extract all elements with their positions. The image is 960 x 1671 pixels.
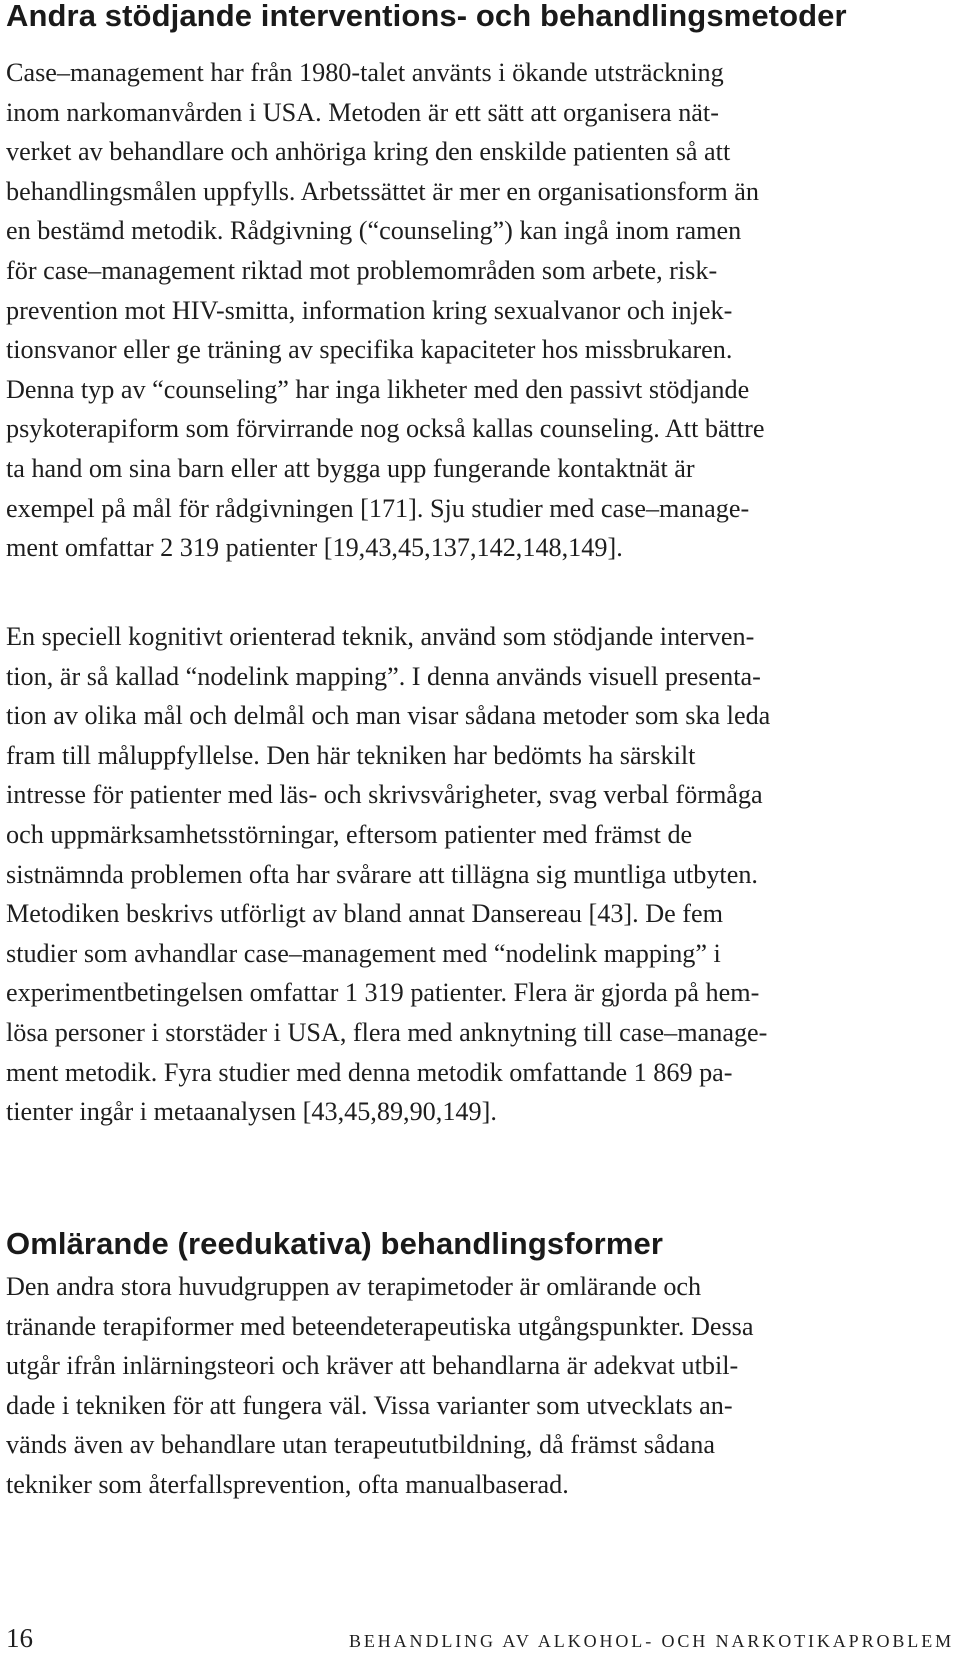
- text-line: för case–management riktad mot problemområden som arbete, risk-: [6, 255, 718, 285]
- text-line: Case–management har från 1980-talet använts i ökande utsträckning: [6, 58, 724, 87]
- text-line: intresse för patienter med läs- och skrivsvårigheter, svag verbal förmåga: [6, 780, 763, 810]
- document-page: [6, 0, 954, 1671]
- text-line: psykoterapiform som förvirrande nog också kallas counseling. Att bättre: [6, 414, 765, 444]
- text-line: tränande terapiformer med beteendeterapeutiska utgångspunkter. Dessa: [6, 1311, 754, 1341]
- text-line: och uppmärksamhetsstörningar, eftersom patienter med främst de: [6, 819, 693, 849]
- section-heading-reeducative-treatments: Omlärande (reedukativa) behandlingsformer: [6, 1226, 663, 1261]
- text-line: exempel på mål för rådgivningen [171]. Sju studier med case–manage-: [6, 493, 750, 523]
- section-heading-supportive-interventions: Andra stödjande interventions- och behandlingsmetoder: [6, 0, 847, 33]
- text-line: tienter ingår i metaanalysen [43,45,89,90,149].: [6, 1097, 497, 1127]
- text-line: tekniker som återfallsprevention, ofta manualbaserad.: [6, 1469, 569, 1499]
- text-line: tion av olika mål och delmål och man visar sådana metoder som ska leda: [6, 701, 771, 731]
- text-line: fram till måluppfyllelse. Den här tekniken har bedömts ha särskilt: [6, 740, 696, 770]
- paragraph-nodelink-mapping: [6, 617, 770, 1132]
- text-line: dade i tekniken för att fungera väl. Vissa varianter som utvecklats an-: [6, 1390, 733, 1420]
- text-line: Denna typ av “counseling” har inga likheter med den passivt stödjande: [6, 374, 750, 404]
- text-line: en bestämd metodik. Rådgivning (“counseling”) kan ingå inom ramen: [6, 216, 742, 246]
- page-footer: [6, 1616, 954, 1656]
- running-title: BEHANDLING AV ALKOHOL- OCH NARKOTIKAPROBLEM: [348, 1631, 954, 1651]
- text-line: vänds även av behandlare utan terapeututbildning, då främst sådana: [6, 1430, 715, 1460]
- text-line: behandlingsmålen uppfylls. Arbetssättet är mer en organisationsform än: [6, 176, 759, 206]
- text-line: sistnämnda problemen ofta har svårare att tillägna sig muntliga utbyten.: [6, 859, 758, 889]
- text-line: En speciell kognitivt orienterad teknik, använd som stödjande interven-: [6, 622, 755, 651]
- text-line: verket av behandlare och anhöriga kring den enskilde patienten så att: [6, 137, 731, 167]
- text-line: utgår ifrån inlärningsteori och kräver att behandlarna är adekvat utbil-: [6, 1351, 739, 1381]
- text-line: ment omfattar 2 319 patienter [19,43,45,137,142,148,149].: [6, 533, 623, 563]
- text-line: ment metodik. Fyra studier med denna metodik omfattande 1 869 pa-: [6, 1057, 733, 1087]
- text-line: tion, är så kallad “nodelink mapping”. I denna används visuell presenta-: [6, 661, 761, 691]
- text-line: studier som avhandlar case–management med “nodelink mapping” i: [6, 938, 721, 968]
- text-line: experimentbetingelsen omfattar 1 319 patienter. Flera är gjorda på hem-: [6, 978, 760, 1008]
- text-line: ta hand om sina barn eller att bygga upp fungerande kontaktnät är: [6, 453, 695, 483]
- text-line: Den andra stora huvudgruppen av terapimetoder är omlärande och: [6, 1272, 702, 1301]
- page-number: 16: [6, 1623, 33, 1653]
- text-line: Metodiken beskrivs utförligt av bland annat Dansereau [43]. De fem: [6, 899, 724, 929]
- text-line: lösa personer i storstäder i USA, flera med anknytning till case–manage-: [6, 1017, 768, 1047]
- paragraph-reeducative-methods: [6, 1267, 754, 1505]
- paragraph-case-management: [6, 53, 765, 568]
- text-line: prevention mot HIV-smitta, information kring sexualvanor och injek-: [6, 295, 733, 325]
- text-line: inom narkomanvården i USA. Metoden är ett sätt att organisera nät-: [6, 97, 719, 127]
- text-line: tionsvanor eller ge träning av specifika kapaciteter hos missbrukaren.: [6, 335, 733, 365]
